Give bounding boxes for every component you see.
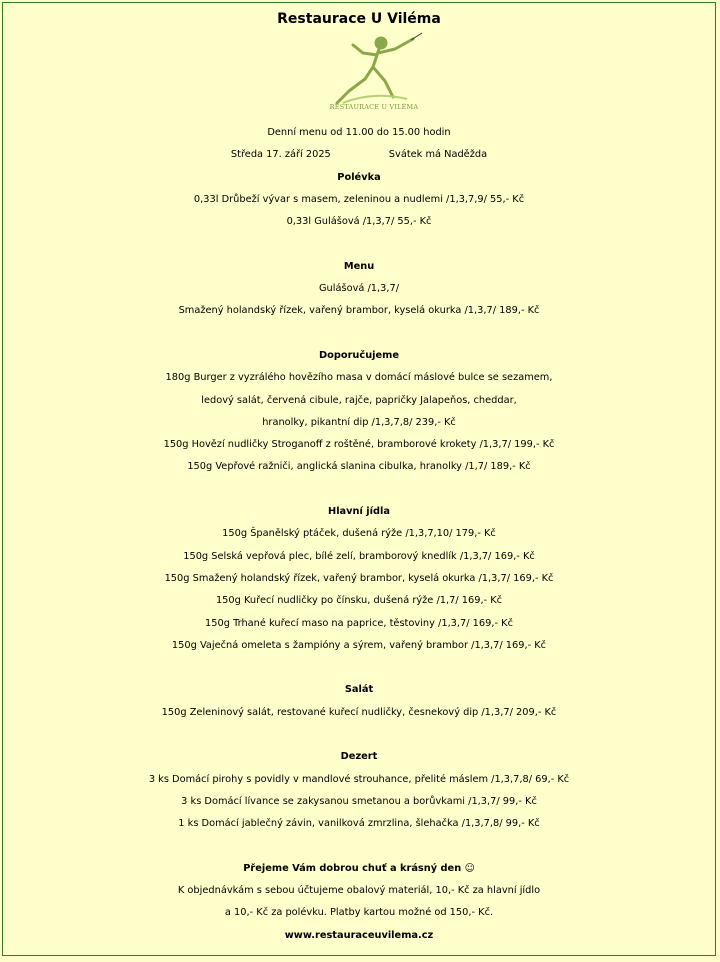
menu-item: 150g Kuřecí nudličky po čínsku, dušená rýže /1,7/ 169,- Kč (215, 595, 503, 607)
menu-item: 150g Španělský ptáček, dušená rýže /1,3,7,10/ 179,- Kč (222, 528, 496, 540)
menu-item: ledový salát, červená cibule, rajče, papričky Jalapeňos, cheddar, (201, 394, 517, 406)
menu-item: Smažený holandský řízek, vařený brambor, kyselá okurka /1,3,7/ 189,- Kč (178, 305, 540, 317)
menu-item: 150g Trhané kuřecí maso na paprice, těstoviny /1,3,7/ 169,- Kč (205, 617, 513, 629)
date: Středa 17. září 2025 (230, 149, 331, 161)
payment-note: a 10,- Kč za polévku. Platby kartou možné od 150,- Kč. (224, 907, 494, 919)
menu-item: 3 ks Domácí lívance se zakysanou smetanou a borůvkami /1,3,7/ 99,- Kč (181, 795, 537, 807)
website-link[interactable]: www.restauraceuvilema.cz (284, 929, 434, 941)
menu-item: 150g Vaječná omeleta s žampióny a sýrem, vařený brambor /1,3,7/ 169,- Kč (171, 639, 547, 651)
section-title-recommend: Doporučujeme (318, 349, 400, 361)
section-title-main: Hlavní jídla (328, 506, 390, 518)
menu-item: Gulášová /1,3,7/ (318, 283, 400, 295)
menu-item: 150g Vepřové ražniči, anglická slanina cibulka, hranolky /1,7/ 189,- Kč (187, 461, 531, 473)
menu-item: 180g Burger z vyzrálého hovězího masa v domácí máslové bulce se sezamem, (165, 372, 553, 384)
nameday: Svátek má Naděžda (388, 149, 488, 161)
menu-item: 0,33l Gulášová /1,3,7/ 55,- Kč (286, 216, 432, 228)
restaurant-name: Restaurace U Viléma (277, 11, 441, 27)
menu-item: 150g Smažený holandský řízek, vařený brambor, kyselá okurka /1,3,7/ 169,- Kč (164, 572, 554, 584)
menu-item: 1 ks Domácí jablečný závin, vanilková zmrzlina, šlehačka /1,3,7,8/ 99,- Kč (178, 818, 540, 830)
section-title-soup: Polévka (337, 171, 381, 183)
section-title-salad: Salát (344, 684, 374, 696)
date-row (3, 144, 715, 166)
menu-page (2, 2, 716, 956)
closing-wish: Přejeme Vám dobrou chuť a krásný den ☺ (243, 862, 475, 874)
menu-item: 150g Hovězí nudličky Stroganoff z roštěné, bramborové krokety /1,3,7/ 199,- Kč (163, 439, 555, 451)
menu-content (3, 122, 715, 947)
menu-item: 150g Zeleninový salát, restované kuřecí nudličky, česnekový dip /1,3,7/ 209,- Kč (161, 706, 557, 718)
menu-item: 0,33l Drůbeží vývar s masem, zeleninou a nudlemi /1,3,7,9/ 55,- Kč (193, 193, 525, 205)
menu-item: hranolky, pikantní dip /1,3,7,8/ 239,- Kč (262, 416, 456, 428)
logo-text: RESTAURACE U VILÉMA (329, 103, 419, 111)
menu-item: 3 ks Domácí pirohy s povidly v mandlové strouhance, přelité máslem /1,3,7,8/ 69,- Kč (148, 773, 570, 785)
takeaway-note: K objednávkám s sebou účtujeme obalový materiál, 10,- Kč za hlavní jídlo (177, 885, 541, 897)
menu-item: 150g Selská vepřová plec, bílé zelí, bramborový knedlík /1,3,7/ 169,- Kč (183, 550, 535, 562)
daily-menu-hours: Denní menu od 11.00 do 15.00 hodin (267, 127, 451, 138)
section-title-menu: Menu (343, 260, 375, 272)
section-title-dessert: Dezert (340, 751, 378, 763)
